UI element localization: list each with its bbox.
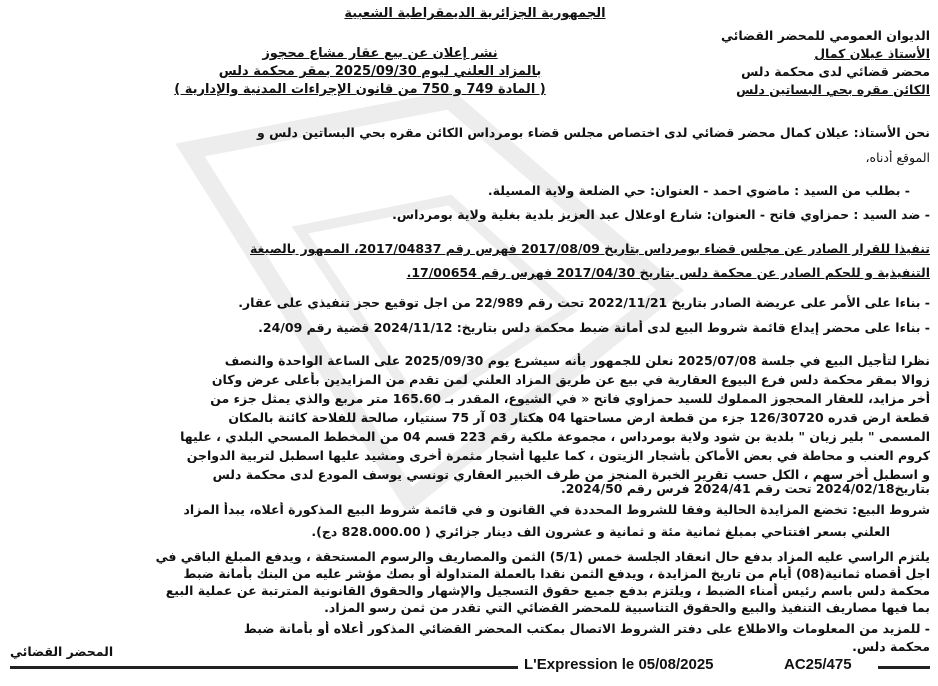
conditions-line-1: شروط البيع: تخضع المزايدة الحالية وفقا للشروط المحددة في القانون و في قائمة شروط البيع المذكورة أعلاه، يبدأ المزاد [183, 502, 930, 517]
title-line-2: بالمزاد العلني ليوم 2025/09/30 بمقر محكمة دلس [218, 64, 542, 79]
opening-price-line: العلني بسعر افتتاحي بمبلغ ثمانية مئة و ثمانية و عشرون الف دينار جزائري ( 828.000.00 دج). [311, 524, 890, 539]
based-on-order: - بناءا على الأمر على عريضة الصادر بتاريخ 2022/11/21 تحت رقم 22/989 من اجل توقيع حجز تنفيذي على عقار. [238, 295, 930, 310]
execution-line-1: تنفيذا للقرار الصادر عن مجلس قضاء بومرداس بتاريخ 2017/08/09 فهرس رقم 2017/04837، الممهور بالصيغة [249, 241, 930, 256]
payment-line-1: يلتزم الراسي عليه المزاد بدفع حال انعقاد الجلسة خمس (5/1) الثمن والمصاريف والرسوم المستحقة ، ويدفع المبلغ الباقي في [155, 549, 930, 564]
info-line-2: محكمة دلس. [852, 639, 930, 654]
opposing-party: - ضد السيد : حمزاوي فاتح - العنوان: شارع اوعلال عبد العزيز بلدية بغلية ولاية بومرداس. [392, 207, 930, 222]
execution-line-2: التنفيذية و للحكم الصادر عن محكمة دلس بتاريخ 2017/04/30 فهرس رقم 17/00654. [406, 265, 930, 280]
sale-line-2: زوالا بمقر محكمة دلس فرع البيوع العقارية في بيع عن طريق المزاد العلني لمن تقدم من المزايدين بأعلى عرض وكان [211, 372, 930, 387]
office-line-1: الديوان العمومي للمحضر القضائي [721, 28, 930, 43]
sale-line-7: و اسطبل أخر سهم ، الكل حسب تقرير الخبرة المنجز من طرف الخبير العقاري تونسي يوسف المودع لدى محكمة دلس [212, 467, 930, 482]
office-line-4: الكائن مقره بحي البساتين دلس [736, 82, 930, 97]
payment-line-4: بما فيها مصاريف التنفيذ والبيع والحقوق التناسبية للمحضر القضائي التي تقدر من ثمن رسو المزاد. [324, 600, 930, 615]
payment-line-2: اجل أقصاه ثمانية(08) أيام من تاريخ المزايدة ، ويدفع الثمن نقدا بالعملة المتداولة أو بصك مؤشر عليه من البنك بأمانة ضبط [183, 566, 930, 581]
requesting-party: - بطلب من السيد : ماضوي احمد - العنوان: حي الضلعة ولاية المسيلة. [487, 183, 910, 198]
sale-line-1: نظرا لتأجيل البيع في جلسة 2025/07/08 نعلن للجمهور بأنه سيشرع يوم 2025/09/30 على الساعة الواحدة والنصف [224, 353, 930, 368]
sale-line-5: المسمى " بلير زيان " بلدية بن شود ولاية بومرداس ، مجموعة ملكية رقم 223 قسم 04 من المخطط المسحي البلدي ، عليها [180, 429, 930, 444]
bailiff-signature: المحضر القضائي [10, 644, 114, 659]
office-line-2: الأستاذ عيلان كمال [814, 46, 930, 61]
office-line-3: محضر قضائي لدى محكمة دلس [741, 64, 930, 79]
based-on-deposit: - بناءا على محضر إيداع قائمة شروط البيع لدى أمانة ضبط محكمة دلس بتاريخ: 2024/11/12 قضية رقم 24/09. [258, 320, 930, 335]
sale-line-4: قطعة ارض قدره 126/30720 جزء من قطعة ارض مساحتها 04 هكتار 03 آر 75 سنتيار، صالحة للفلاحة كائنة بالمكان [228, 410, 930, 425]
intro-line-2: الموقع أدناه، [865, 150, 930, 165]
footer-rule-right [878, 666, 930, 669]
footer-rule-left [10, 666, 518, 669]
title-line-3: ( المادة 749 و 750 من قانون الإجراءات المدنية والإدارية ) [174, 82, 546, 97]
payment-line-3: محكمة دلس باسم رئيس أمناء الضبط ، ويلتزم بدفع جميع حقوق التسجيل والإشهار والحقوق القانونية المترتبة عن عملية البيع [165, 583, 930, 598]
republic-header: الجمهورية الجزائرية الديمقراطية الشعبية [344, 6, 606, 21]
sale-line-3: أخر مزايد، للعقار المحجوز المملوك للسيد حمزاوي فاتح « في الشيوع، المقدر بـ 165.60 متر مربع والذي يمثل جزء من [210, 391, 930, 406]
intro-line-1: نحن الأستاذ: عيلان كمال محضر قضائي لدى اختصاص مجلس قضاء بومرداس الكائن مقره بحي البساتين دلس و [257, 125, 930, 140]
title-line-1: نشر إعلان عن بيع عقار مشاع محجوز [262, 46, 498, 61]
sale-line-8: بتاريخ2024/02/18 تحت رقم 2024/41 فرس رقم 2024/50. [560, 481, 930, 496]
info-line-1: - للمزيد من المعلومات والاطلاع على دفتر الشروط الاتصال بمكتب المحضر القضائي المذكور أعلاه أو بأمانة ضبط [243, 621, 930, 636]
sale-line-6: كروم العنب و محاطة في بعض الأماكن بأشجار الزيتون ، كما عليها أشجار مثمرة أخرى ومشيد عليها اسطبل لتربية الدواجن [186, 448, 930, 463]
reference-number: AC25/475 [784, 656, 852, 673]
publication-line: L'Expression le 05/08/2025 [524, 656, 714, 673]
